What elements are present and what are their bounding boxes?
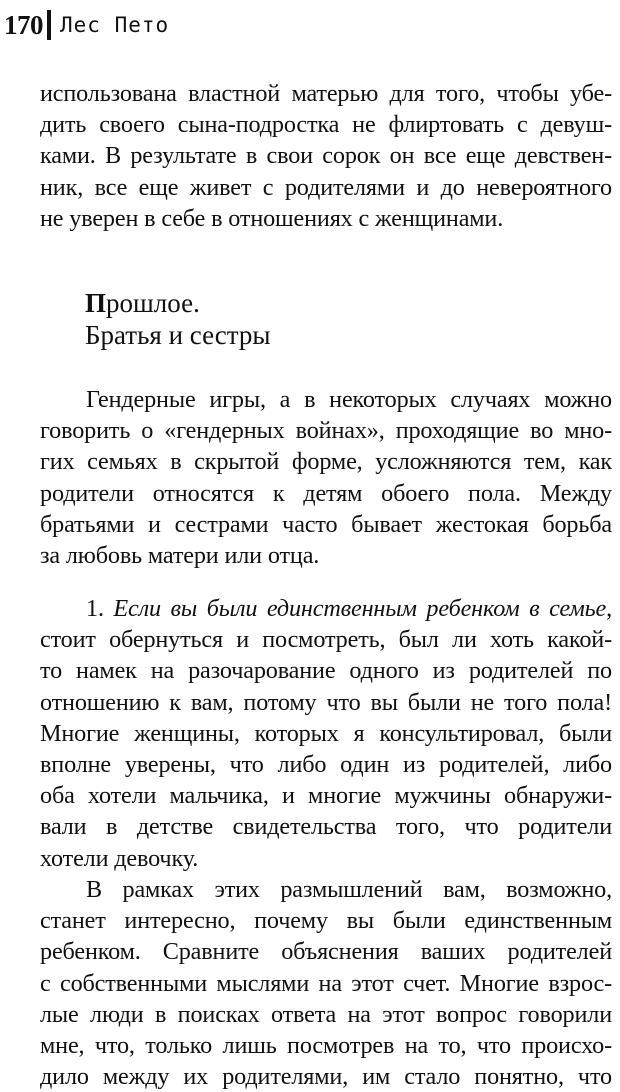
- text-line: с собственными мыслями на этот счет. Многие взрос-: [40, 969, 612, 997]
- page-number: 170: [4, 9, 43, 40]
- paragraph-3: [40, 593, 612, 874]
- paragraph-4: [40, 874, 612, 1092]
- text-line: использована властной матерью для того, чтобы убе-: [40, 80, 612, 107]
- text-line: мне, что, только лишь посмотрев на то, что происхо-: [40, 1032, 612, 1060]
- text-line: родители относятся к детям обоего пола. Между: [40, 479, 612, 507]
- text-line: стоит обернуться и посмотреть, был ли хоть какой-: [40, 626, 612, 654]
- running-title: Лес Пето: [60, 13, 170, 37]
- running-head: [4, 8, 169, 42]
- paragraph-2: [40, 384, 612, 571]
- text-line: Многие женщины, которых я консультировал, были: [40, 719, 612, 747]
- text-line: оба хотели мальчика, и многие мужчины обнаружи-: [40, 782, 612, 810]
- italic-lead: Если вы были единственным ребенком в семье: [113, 595, 607, 622]
- text-line: не уверен в себе в отношениях с женщинами.: [40, 204, 504, 232]
- section-heading: [85, 287, 271, 351]
- text-line: гих семьях в скрытой форме, усложняются тем, как: [40, 448, 612, 476]
- numbered-lead-line: [40, 593, 612, 624]
- heading-line-1-rest: рошлое.: [106, 288, 200, 318]
- text-line: станет интересно, почему вы были единственным: [40, 907, 612, 935]
- paragraph-1: [40, 78, 612, 234]
- lead-tail: ,: [606, 595, 612, 622]
- running-head-rule: [47, 10, 51, 40]
- text-line: вполне уверены, что либо один из родителей, либо: [40, 751, 612, 779]
- text-line: дить своего сына-подростка не флиртовать с девуш-: [40, 111, 612, 139]
- text-line: ребенком. Сравните объяснения ваших родителей: [40, 938, 612, 966]
- heading-initial: П: [85, 288, 107, 318]
- text-line: дило между их родителями, им стало понятно, что: [40, 1063, 612, 1091]
- text-line: ками. В результате в свои сорок он все еще девствен-: [40, 142, 612, 170]
- text-line: отношению к вам, потому что вы были не того пола!: [40, 688, 612, 716]
- text-line: за любовь матери или отца.: [40, 542, 320, 570]
- text-line: братьями и сестрами часто бывает жестокая борьба: [40, 510, 612, 538]
- text-line: то намек на разочарование одного из родителей по: [40, 657, 612, 685]
- heading-line-1: [85, 287, 271, 319]
- text-line: ник, все еще живет с родителями и до невероятного: [40, 173, 612, 201]
- text-line: говорить о «гендерных войнах», проходящие во мно-: [40, 417, 612, 445]
- list-number: 1.: [86, 595, 114, 622]
- text-line: вали в детстве свидетельства того, что родители: [40, 813, 612, 841]
- text-line: хотели девочку.: [40, 844, 199, 872]
- text-line: В рамках этих размышлений вам, возможно,: [86, 876, 612, 903]
- text-line: Гендерные игры, а в некоторых случаях можно: [86, 386, 612, 413]
- text-line: лые люди в поисках ответа на этот вопрос говорили: [40, 1000, 612, 1028]
- heading-line-2: Братья и сестры: [85, 320, 271, 350]
